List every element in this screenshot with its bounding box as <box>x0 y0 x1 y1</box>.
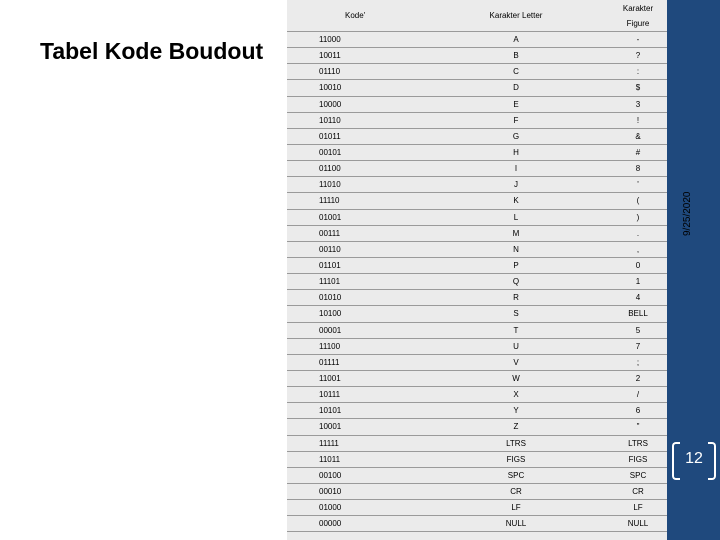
row-code: 01011 <box>287 128 453 144</box>
slide-date: 9/25/2020 <box>682 191 693 236</box>
row-letter: SPC <box>453 467 579 483</box>
row-code: 01010 <box>287 290 453 306</box>
row-code: 01110 <box>287 64 453 80</box>
header-figure-line1: Karakter <box>622 3 654 13</box>
row-letter: K <box>453 193 579 209</box>
row-letter: LTRS <box>453 435 579 451</box>
row-code: 01001 <box>287 209 453 225</box>
row-figure: FIGS <box>579 451 697 467</box>
row-letter: E <box>453 96 579 112</box>
slide-title: Tabel Kode Boudout <box>40 38 264 64</box>
table-row <box>287 161 697 177</box>
row-letter: T <box>453 322 579 338</box>
table-header-row <box>287 0 697 32</box>
row-code: 11001 <box>287 370 453 386</box>
table-row <box>287 48 697 64</box>
row-letter: B <box>453 48 579 64</box>
row-figure: . <box>579 225 697 241</box>
row-code: 00101 <box>287 144 453 160</box>
table-row <box>287 112 697 128</box>
baudot-code-table <box>287 0 697 532</box>
row-code: 00110 <box>287 241 453 257</box>
table-row <box>287 144 697 160</box>
row-letter: F <box>453 112 579 128</box>
row-code: 01100 <box>287 161 453 177</box>
table-row <box>287 387 697 403</box>
row-letter: G <box>453 128 579 144</box>
row-letter: A <box>453 32 579 48</box>
row-letter: FIGS <box>453 451 579 467</box>
row-letter: X <box>453 387 579 403</box>
row-figure: ( <box>579 193 697 209</box>
table-row <box>287 64 697 80</box>
row-figure: $ <box>579 80 697 96</box>
table-row <box>287 483 697 499</box>
row-letter: V <box>453 354 579 370</box>
row-code: 01101 <box>287 257 453 273</box>
row-letter: LF <box>453 500 579 516</box>
row-letter: W <box>453 370 579 386</box>
table-row <box>287 306 697 322</box>
table-row <box>287 80 697 96</box>
row-letter: L <box>453 209 579 225</box>
row-code: 11101 <box>287 274 453 290</box>
row-figure: 2 <box>579 370 697 386</box>
row-letter: S <box>453 306 579 322</box>
table-body <box>287 32 697 532</box>
row-figure: CR <box>579 483 697 499</box>
row-code: 10100 <box>287 306 453 322</box>
row-figure: 8 <box>579 161 697 177</box>
row-code: 11010 <box>287 177 453 193</box>
row-letter: Q <box>453 274 579 290</box>
row-figure: " <box>579 419 697 435</box>
row-code: 00100 <box>287 467 453 483</box>
bracket-right-icon <box>708 442 716 480</box>
row-letter: Z <box>453 419 579 435</box>
row-letter: U <box>453 338 579 354</box>
row-figure: 1 <box>579 274 697 290</box>
table-row <box>287 193 697 209</box>
row-code: 00001 <box>287 322 453 338</box>
row-figure: ' <box>579 177 697 193</box>
header-letter: Karakter Letter <box>453 0 579 32</box>
table-row <box>287 403 697 419</box>
row-figure: NULL <box>579 516 697 532</box>
table-row <box>287 354 697 370</box>
row-letter: C <box>453 64 579 80</box>
table-row <box>287 96 697 112</box>
table-row <box>287 241 697 257</box>
row-code: 10011 <box>287 48 453 64</box>
row-figure: 0 <box>579 257 697 273</box>
table-row <box>287 338 697 354</box>
row-figure: 6 <box>579 403 697 419</box>
row-letter: Y <box>453 403 579 419</box>
row-code: 11100 <box>287 338 453 354</box>
row-code: 10010 <box>287 80 453 96</box>
row-letter: M <box>453 225 579 241</box>
row-letter: J <box>453 177 579 193</box>
row-code: 10000 <box>287 96 453 112</box>
row-code: 00010 <box>287 483 453 499</box>
row-figure: & <box>579 128 697 144</box>
table-row <box>287 290 697 306</box>
row-figure: 5 <box>579 322 697 338</box>
row-letter: CR <box>453 483 579 499</box>
row-code: 01000 <box>287 500 453 516</box>
table-row <box>287 451 697 467</box>
row-figure: # <box>579 144 697 160</box>
row-code: 00000 <box>287 516 453 532</box>
table-row <box>287 516 697 532</box>
table-row <box>287 209 697 225</box>
table-row <box>287 435 697 451</box>
row-figure: BELL <box>579 306 697 322</box>
row-code: 11110 <box>287 193 453 209</box>
page-number-label: 12 <box>685 450 703 467</box>
table-row <box>287 322 697 338</box>
row-figure: ; <box>579 354 697 370</box>
row-code: 11000 <box>287 32 453 48</box>
row-figure: - <box>579 32 697 48</box>
table-row <box>287 419 697 435</box>
row-code: 10110 <box>287 112 453 128</box>
header-code: Kode' <box>287 0 453 32</box>
row-code: 00111 <box>287 225 453 241</box>
row-letter: I <box>453 161 579 177</box>
row-code: 10101 <box>287 403 453 419</box>
row-letter: H <box>453 144 579 160</box>
page-number <box>670 440 718 478</box>
row-figure: SPC <box>579 467 697 483</box>
table-row <box>287 32 697 48</box>
table-row <box>287 177 697 193</box>
row-letter: NULL <box>453 516 579 532</box>
row-figure: 4 <box>579 290 697 306</box>
table-row <box>287 274 697 290</box>
header-figure-line2: Figure <box>626 18 650 28</box>
row-letter: R <box>453 290 579 306</box>
table-row <box>287 467 697 483</box>
row-code: 10001 <box>287 419 453 435</box>
bracket-left-icon <box>672 442 680 480</box>
table-row <box>287 370 697 386</box>
row-figure: 7 <box>579 338 697 354</box>
row-figure: ? <box>579 48 697 64</box>
row-letter: P <box>453 257 579 273</box>
row-figure: / <box>579 387 697 403</box>
row-figure: ! <box>579 112 697 128</box>
table-row <box>287 225 697 241</box>
table-row <box>287 257 697 273</box>
row-figure: LTRS <box>579 435 697 451</box>
row-code: 01111 <box>287 354 453 370</box>
row-letter: D <box>453 80 579 96</box>
table-row <box>287 500 697 516</box>
row-code: 11011 <box>287 451 453 467</box>
row-figure: , <box>579 241 697 257</box>
row-letter: N <box>453 241 579 257</box>
table-row <box>287 128 697 144</box>
row-figure: ) <box>579 209 697 225</box>
row-figure: : <box>579 64 697 80</box>
row-code: 11111 <box>287 435 453 451</box>
row-figure: 3 <box>579 96 697 112</box>
row-figure: LF <box>579 500 697 516</box>
row-code: 10111 <box>287 387 453 403</box>
